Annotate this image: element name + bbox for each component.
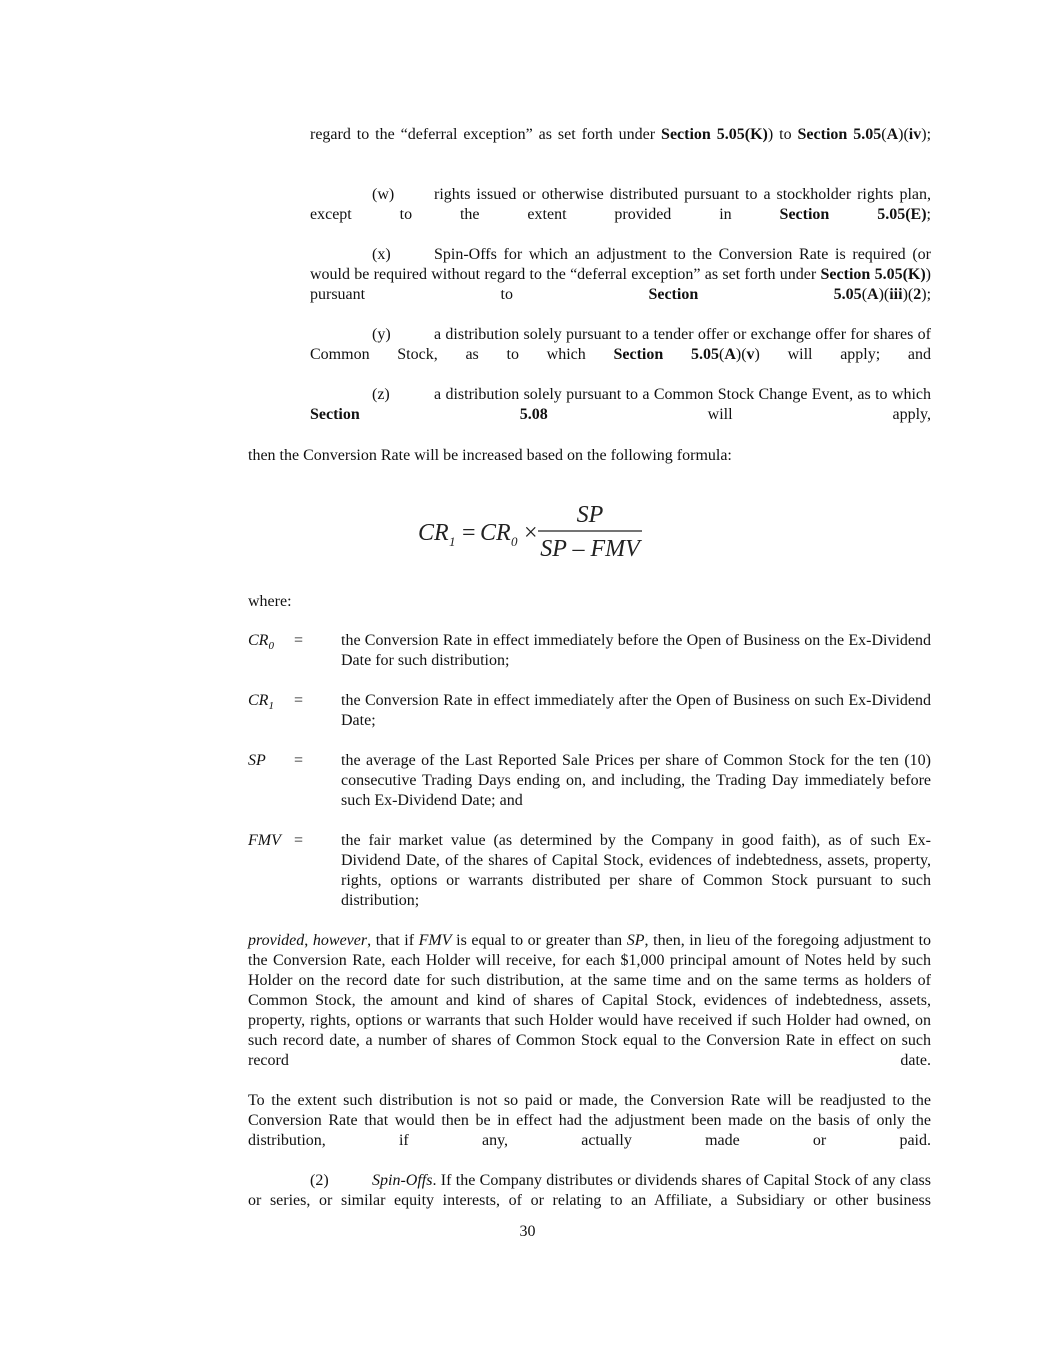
page-number: 30 bbox=[519, 1223, 536, 1240]
item-label: (w) bbox=[372, 186, 395, 203]
where-label: where: bbox=[248, 593, 292, 610]
formula-lhs-sub: 1 bbox=[449, 534, 456, 549]
formula-rhs: CR bbox=[480, 520, 511, 546]
spinoffs-paragraph: (2) Spin-Offs. If the Company distributes or dividends shares of Capital Stock of any class or series, or similar equity interests, of or relating to an Affiliate, a Subsidiary or other business bbox=[248, 1172, 931, 1209]
section-ref: Section 5.05 bbox=[648, 286, 862, 303]
list-item-y: (y) a distribution solely pursuant to a tender offer or exchange offer for shares of Common Stock, as to which Section 5.05(A)(v) will apply; and bbox=[310, 326, 931, 363]
proviso-paragraph: provided, however, that if FMV is equal to or greater than SP, then, in lieu of the foregoing adjustment to the Conversion Rate, each Holder will receive, for each $1,000 principal amount of Notes held by such Holder on the record date for such distribution, at the same time and on the same terms as holders of Common Stock, the amount and kind of shares of Capital Stock, evidences of indebtedness, assets, property, rights, options or warrants that such Holder would have received if such Holder had owned, on such record date, a number of shares of Common Stock equal to the Conversion Rate in effect on such record date. bbox=[248, 932, 932, 1069]
section-ref: Section 5.05(K) bbox=[820, 266, 926, 283]
item-label: (2) bbox=[310, 1172, 329, 1189]
readjustment-paragraph: To the extent such distribution is not so paid or made, the Conversion Rate will be readjusted to the Conversion Rate that would then be in effect had the adjustment been made on the basis of only the distribution, if any, actually made or paid. bbox=[248, 1092, 931, 1149]
list-item-w: (w) rights issued or otherwise distributed pursuant to a stockholder rights plan, except to the extent provided in Section 5.05(E); bbox=[310, 186, 931, 223]
section-heading: Spin-Offs bbox=[372, 1172, 433, 1189]
formula-lhs: CR bbox=[418, 520, 449, 546]
intro-paragraph: regard to the “deferral exception” as set forth under Section 5.05(K)) to Section 5.05(A)(iv); bbox=[310, 126, 932, 143]
formula-rhs-sub: 0 bbox=[511, 534, 518, 549]
section-ref: Section 5.05(K) bbox=[661, 126, 768, 143]
list-item-x: (x) Spin-Offs for which an adjustment to the Conversion Rate is required (or would be required without regard to the “deferral exception” as set forth under Section 5.05(K)) pursuant to Section 5.05(A)(iii)(2); bbox=[310, 246, 932, 303]
formula-numerator: SP bbox=[576, 502, 604, 528]
item-label: (z) bbox=[372, 386, 390, 403]
formula-equals: = bbox=[462, 520, 476, 546]
conversion-rate-formula bbox=[418, 500, 648, 562]
formula-times: × bbox=[524, 520, 538, 546]
section-ref: Section 5.08 bbox=[310, 406, 548, 423]
item-label: (y) bbox=[372, 326, 391, 343]
section-ref: Section 5.05 bbox=[613, 346, 719, 363]
list-item-z: (z) a distribution solely pursuant to a Common Stock Change Event, as to which Section 5.08 will apply, bbox=[310, 386, 931, 423]
item-label: (x) bbox=[372, 246, 391, 263]
section-ref: Section 5.05 bbox=[797, 126, 882, 143]
section-ref: Section 5.05(E) bbox=[779, 206, 927, 223]
formula-intro: then the Conversion Rate will be increased based on the following formula: bbox=[248, 447, 732, 464]
formula-denominator: SP – FMV bbox=[540, 536, 640, 562]
